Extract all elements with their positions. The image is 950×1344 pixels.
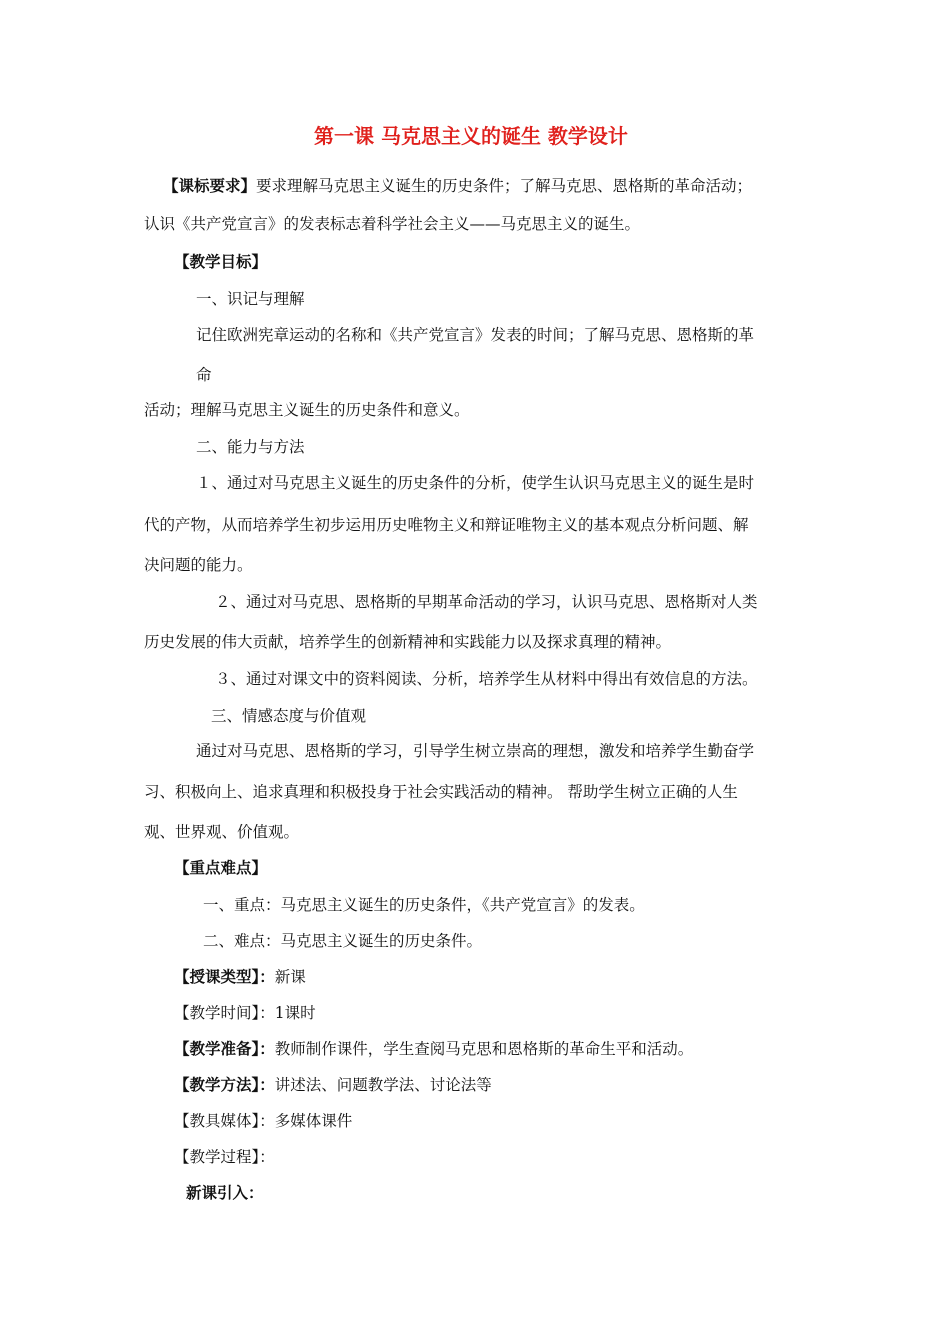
lesson-media-label: 【教具媒体】： [174,1112,275,1130]
lesson-time-value: 1课时 [274,1004,316,1022]
objective-2-item-1-line-3: 决问题的能力。 [144,556,253,574]
lesson-method-row [174,1075,492,1095]
objective-2-item-1-line-1: １、通过对马克思主义诞生的历史条件的分析，使学生认识马克思主义的诞生是时 [196,474,755,492]
lesson-media-value: 多媒体课件 [274,1112,353,1130]
lesson-method-label: 【教学方法】： [174,1076,275,1094]
lesson-type-value: 新课 [274,968,306,986]
objective-1-line-1: 记住欧洲宪章运动的名称和《共产党宣言》发表的时间；了解马克思、恩格斯的革 [196,326,755,344]
objectives-label: 【教学目标】 [174,253,268,271]
objective-1-line-3: 活动；理解马克思主义诞生的历史条件和意义。 [144,401,470,419]
objective-3-line-3: 观、世界观、价值观。 [144,823,300,841]
key-points-label: 【重点难点】 [174,859,268,877]
objective-2-item-1-line-2: 代的产物，从而培养学生初步运用历史唯物主义和辩证唯物主义的基本观点分析问题、解 [144,516,749,534]
standard-text-1: 要求理解马克思主义诞生的历史条件；了解马克思、恩格斯的革命活动； [256,177,753,195]
objective-3-heading: 三、情感态度与价值观 [211,707,367,725]
objective-2-item-2-line-1: ２、通过对马克思、恩格斯的早期革命活动的学习，认识马克思、恩格斯对人类 [215,593,758,611]
lesson-method-value: 讲述法、问题教学法、讨论法等 [274,1076,492,1094]
lesson-prep-label: 【教学准备】： [174,1040,275,1058]
page-title: 第一课 马克思主义的诞生 教学设计 [314,124,628,148]
lesson-time-row [174,1003,316,1023]
objective-1-line-2: 命 [196,366,212,384]
standard-label: 【课标要求】 [163,177,257,195]
objective-3-line-2: 习、积极向上、追求真理和积极投身于社会实践活动的精神。 帮助学生树立正确的人生 [144,783,738,801]
key-point: 一、重点：马克思主义诞生的历史条件，《共产党宣言》的发表。 [203,896,645,914]
lesson-prep-value: 教师制作课件，学生查阅马克思和恩格斯的革命生平和活动。 [274,1040,694,1058]
difficult-point: 二、难点：马克思主义诞生的历史条件。 [203,932,483,950]
objective-2-item-2-line-2: 历史发展的伟大贡献，培养学生的创新精神和实践能力以及探求真理的精神。 [144,633,672,651]
standard-line-1 [163,176,752,196]
objective-2-heading: 二、能力与方法 [196,438,305,456]
objective-1-heading: 一、识记与理解 [196,290,305,308]
lesson-time-label: 【教学时间】： [174,1004,275,1022]
objective-3-line-1: 通过对马克思、恩格斯的学习，引导学生树立崇高的理想，激发和培养学生勤奋学 [196,742,755,760]
intro-label: 新课引入： [186,1184,264,1202]
lesson-type-row [174,967,306,987]
lesson-prep-row [174,1039,693,1059]
lesson-type-label: 【授课类型】： [174,968,275,986]
objective-2-item-3-line-1: ３、通过对课文中的资料阅读、分析，培养学生从材料中得出有效信息的方法。 [215,670,758,688]
lesson-media-row [174,1111,352,1131]
lesson-process-label: 【教学过程】： [174,1148,275,1166]
standard-text-2: 认识《共产党宣言》的发表标志着科学社会主义——马克思主义的诞生。 [144,215,641,233]
